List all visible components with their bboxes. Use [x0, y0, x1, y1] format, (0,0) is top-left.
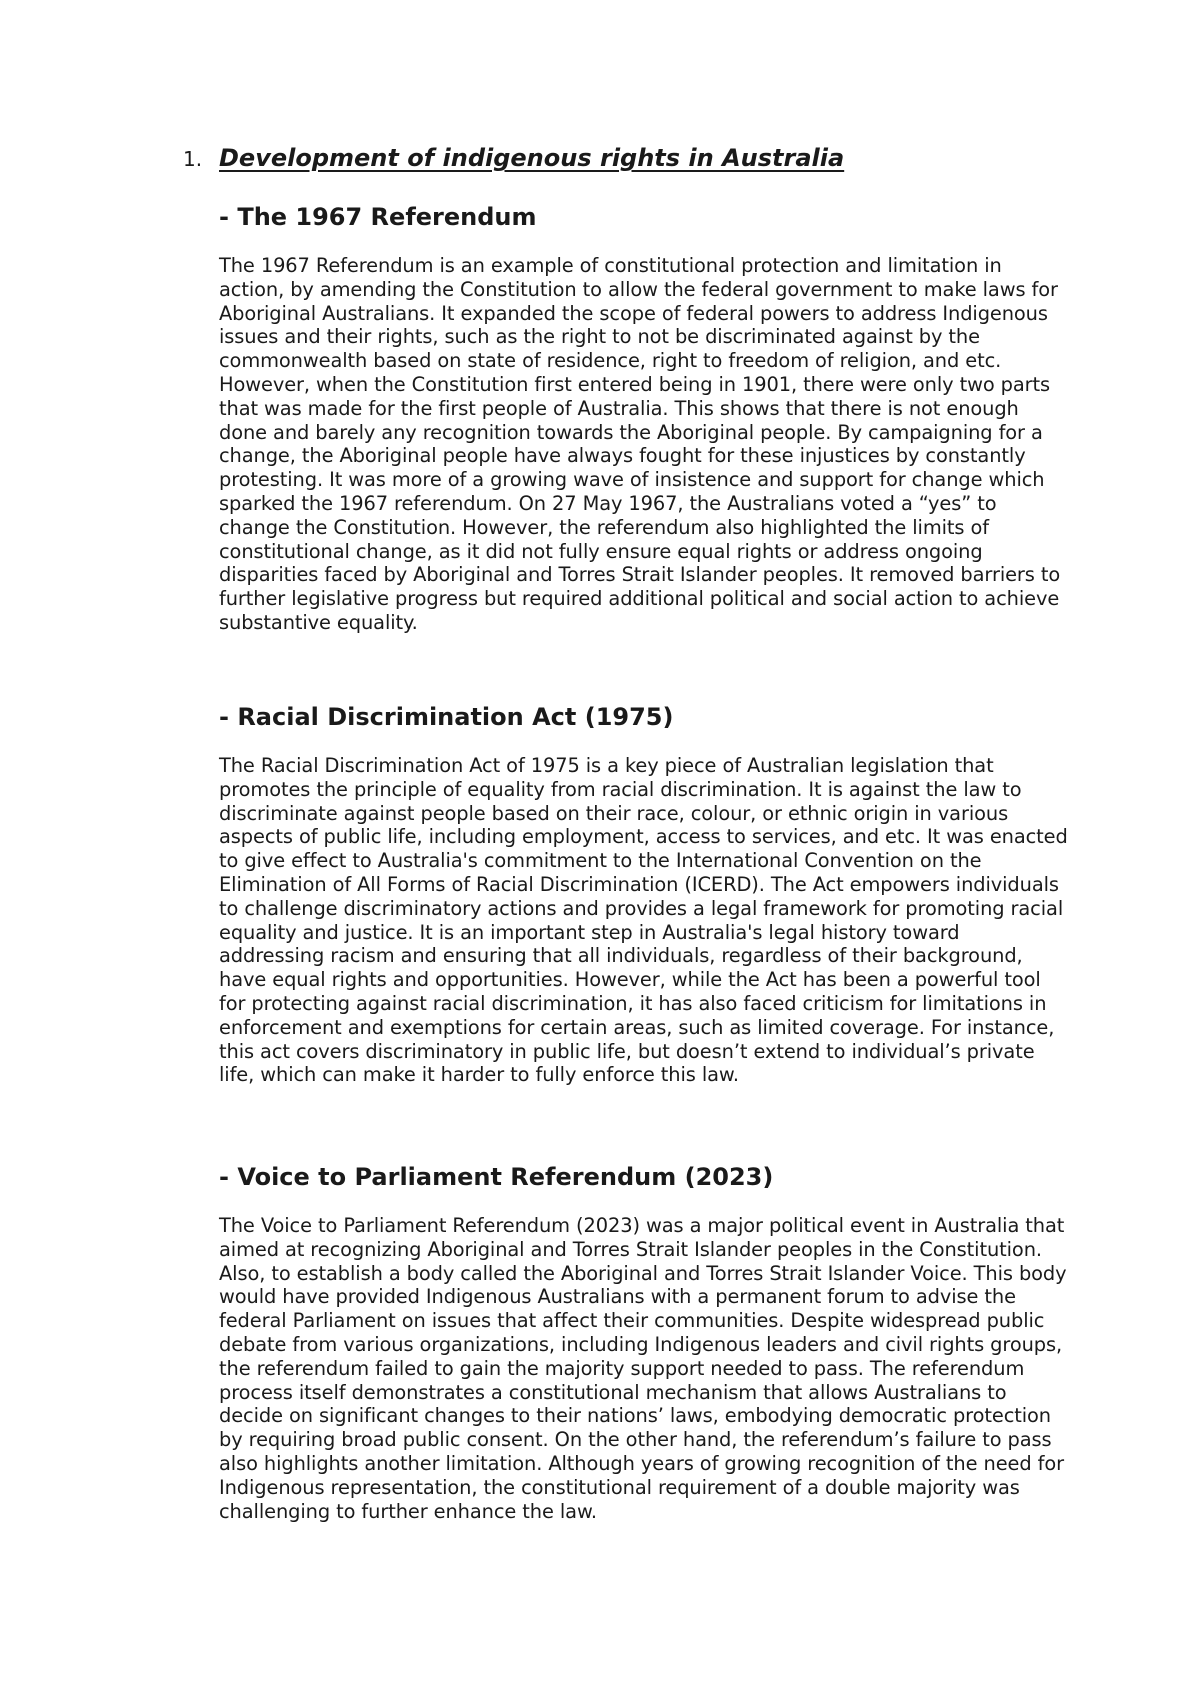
list-number: 1.	[183, 147, 203, 171]
section-paragraph: The Racial Discrimination Act of 1975 is a key piece of Australian legislation that promotes the principle of equality from racial discrimination. It is against the law to discriminate against people based on their race, colour, or ethnic origin in various aspects of public life, including employment, access to services, and etc. It was enacted to give effect to Australia's commitment to the International Convention on the Elimination of All Forms of Racial Discrimination (ICERD). The Act empowers individuals to challenge discriminatory actions and provides a legal framework for promoting racial equality and justice. It is an important step in Australia's legal history toward addressing racism and ensuring that all individuals, regardless of their background, have equal rights and opportunities. However, while the Act has been a powerful tool for protecting against racial discrimination, it has also faced criticism for limitations in enforcement and exemptions for certain areas, such as limited coverage. For instance, this act covers discriminatory in public life, but doesn’t extend to individual’s private life, which can make it harder to fully enforce this law.	[219, 754, 1068, 1087]
document-title-row	[183, 144, 844, 172]
section-heading: - The 1967 Referendum	[219, 203, 537, 231]
section-paragraph: The Voice to Parliament Referendum (2023) was a major political event in Australia that aimed at recognizing Aboriginal and Torres Strait Islander peoples in the Constitution. Also, to establish a body called the Aboriginal and Torres Strait Islander Voice. This body would have provided Indigenous Australians with a permanent forum to advise the federal Parliament on issues that affect their communities. Despite widespread public debate from various organizations, including Indigenous leaders and civil rights groups, the referendum failed to gain the majority support needed to pass. The referendum process itself demonstrates a constitutional mechanism that allows Australians to decide on significant changes to their nations’ laws, embodying democratic protection by requiring broad public consent. On the other hand, the referendum’s failure to pass also highlights another limitation. Although years of growing recognition of the need for Indigenous representation, the constitutional requirement of a double majority was challenging to further enhance the law.	[219, 1214, 1067, 1523]
section-heading: - Voice to Parliament Referendum (2023)	[219, 1163, 774, 1191]
section-1967-referendum	[219, 202, 1069, 635]
section-voice-to-parliament	[219, 1162, 1069, 1523]
section-heading: - Racial Discrimination Act (1975)	[219, 703, 674, 731]
section-paragraph: The 1967 Referendum is an example of constitutional protection and limitation in action, by amending the Constitution to allow the federal government to make laws for Aboriginal Australians. It expanded the scope of federal powers to address Indigenous issues and their rights, such as the right to not be discriminated against by the commonwealth based on state of residence, right to freedom of religion, and etc. However, when the Constitution first entered being in 1901, there were only two parts that was made for the first people of Australia. This shows that there is not enough done and barely any recognition towards the Aboriginal people. By campaigning for a change, the Aboriginal people have always fought for these injustices by constantly protesting. It was more of a growing wave of insistence and support for change which sparked the 1967 referendum. On 27 May 1967, the Australians voted a “yes” to change the Constitution. However, the referendum also highlighted the limits of constitutional change, as it did not fully ensure equal rights or address ongoing disparities faced by Aboriginal and Torres Strait Islander peoples. It removed barriers to further legislative progress but required additional political and social action to achieve substantive equality.	[219, 254, 1061, 634]
document-title: Development of indigenous rights in Australia	[219, 144, 845, 172]
section-racial-discrimination-act	[219, 702, 1069, 1087]
